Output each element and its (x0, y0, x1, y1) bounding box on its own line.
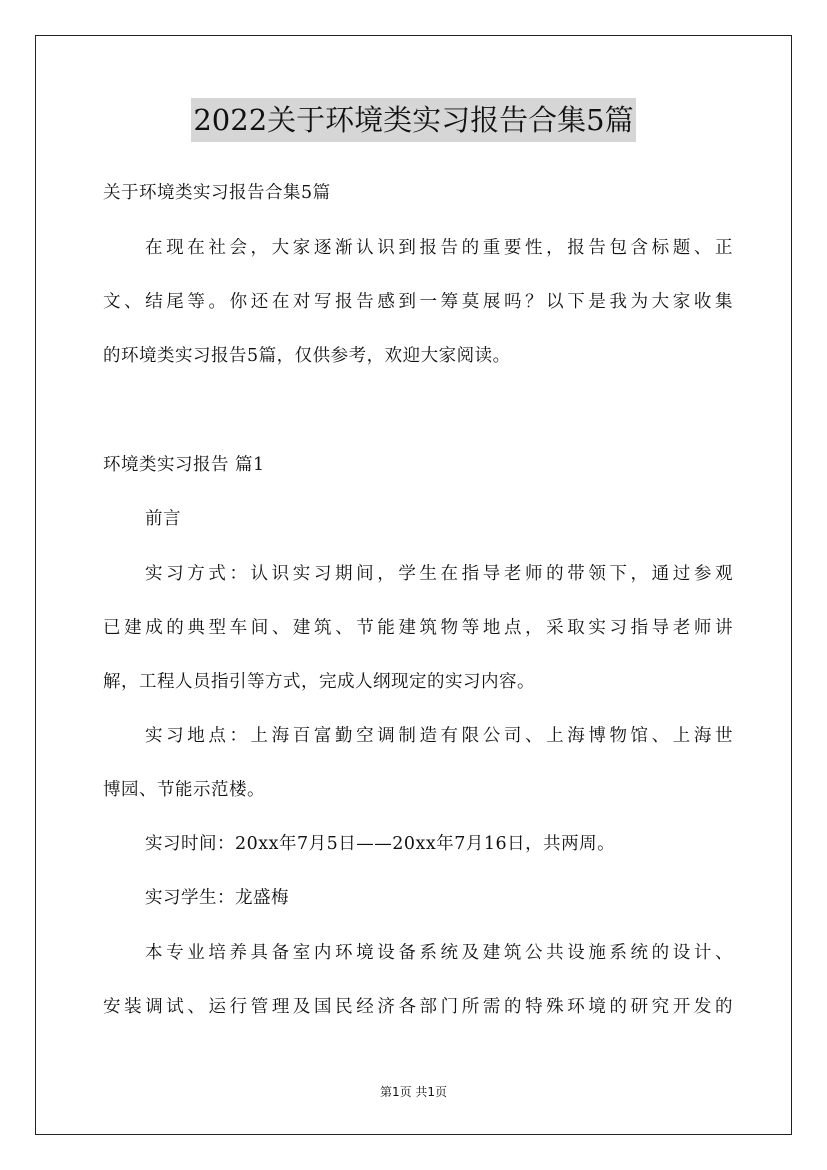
intro-line-3: 的环境类实习报告5篇，仅供参考，欢迎大家阅读。 (103, 346, 511, 366)
subtitle-line: 关于环境类实习报告合集5篇 (103, 183, 331, 203)
method-line-3: 解，工程人员指引等方式，完成人纲现定的实习内容。 (103, 672, 535, 692)
section-heading: 环境类实习报告 篇1 (103, 455, 265, 475)
title-container (0, 98, 827, 142)
time-line: 实习时间：20xx年7月5日——20xx年7月16日，共两周。 (145, 834, 616, 854)
method-line-1: 实习方式：认识实习期间，学生在指导老师的带领下，通过参观 (145, 564, 733, 584)
major-line-1: 本专业培养具备室内环境设备系统及建筑公共设施系统的设计、 (145, 943, 733, 963)
major-line-2: 安装调试、运行管理及国民经济各部门所需的特殊环境的研究开发的 (103, 997, 733, 1017)
intro-line-2: 文、结尾等。你还在对写报告感到一筹莫展吗？以下是我为大家收集 (103, 292, 733, 312)
document-title: 2022关于环境类实习报告合集5篇 (191, 98, 635, 142)
page-footer: 第1页 共1页 (379, 1085, 448, 1099)
location-line-2: 博园、节能示范楼。 (103, 780, 265, 800)
location-line-1: 实习地点：上海百富勤空调制造有限公司、上海博物馆、上海世 (145, 726, 733, 746)
intro-line-1: 在现在社会，大家逐渐认识到报告的重要性，报告包含标题、正 (145, 238, 733, 258)
student-line: 实习学生：龙盛梅 (145, 888, 289, 908)
method-line-2: 已建成的典型车间、建筑、节能建筑物等地点，采取实习指导老师讲 (103, 618, 733, 638)
preface-heading: 前言 (145, 509, 181, 529)
